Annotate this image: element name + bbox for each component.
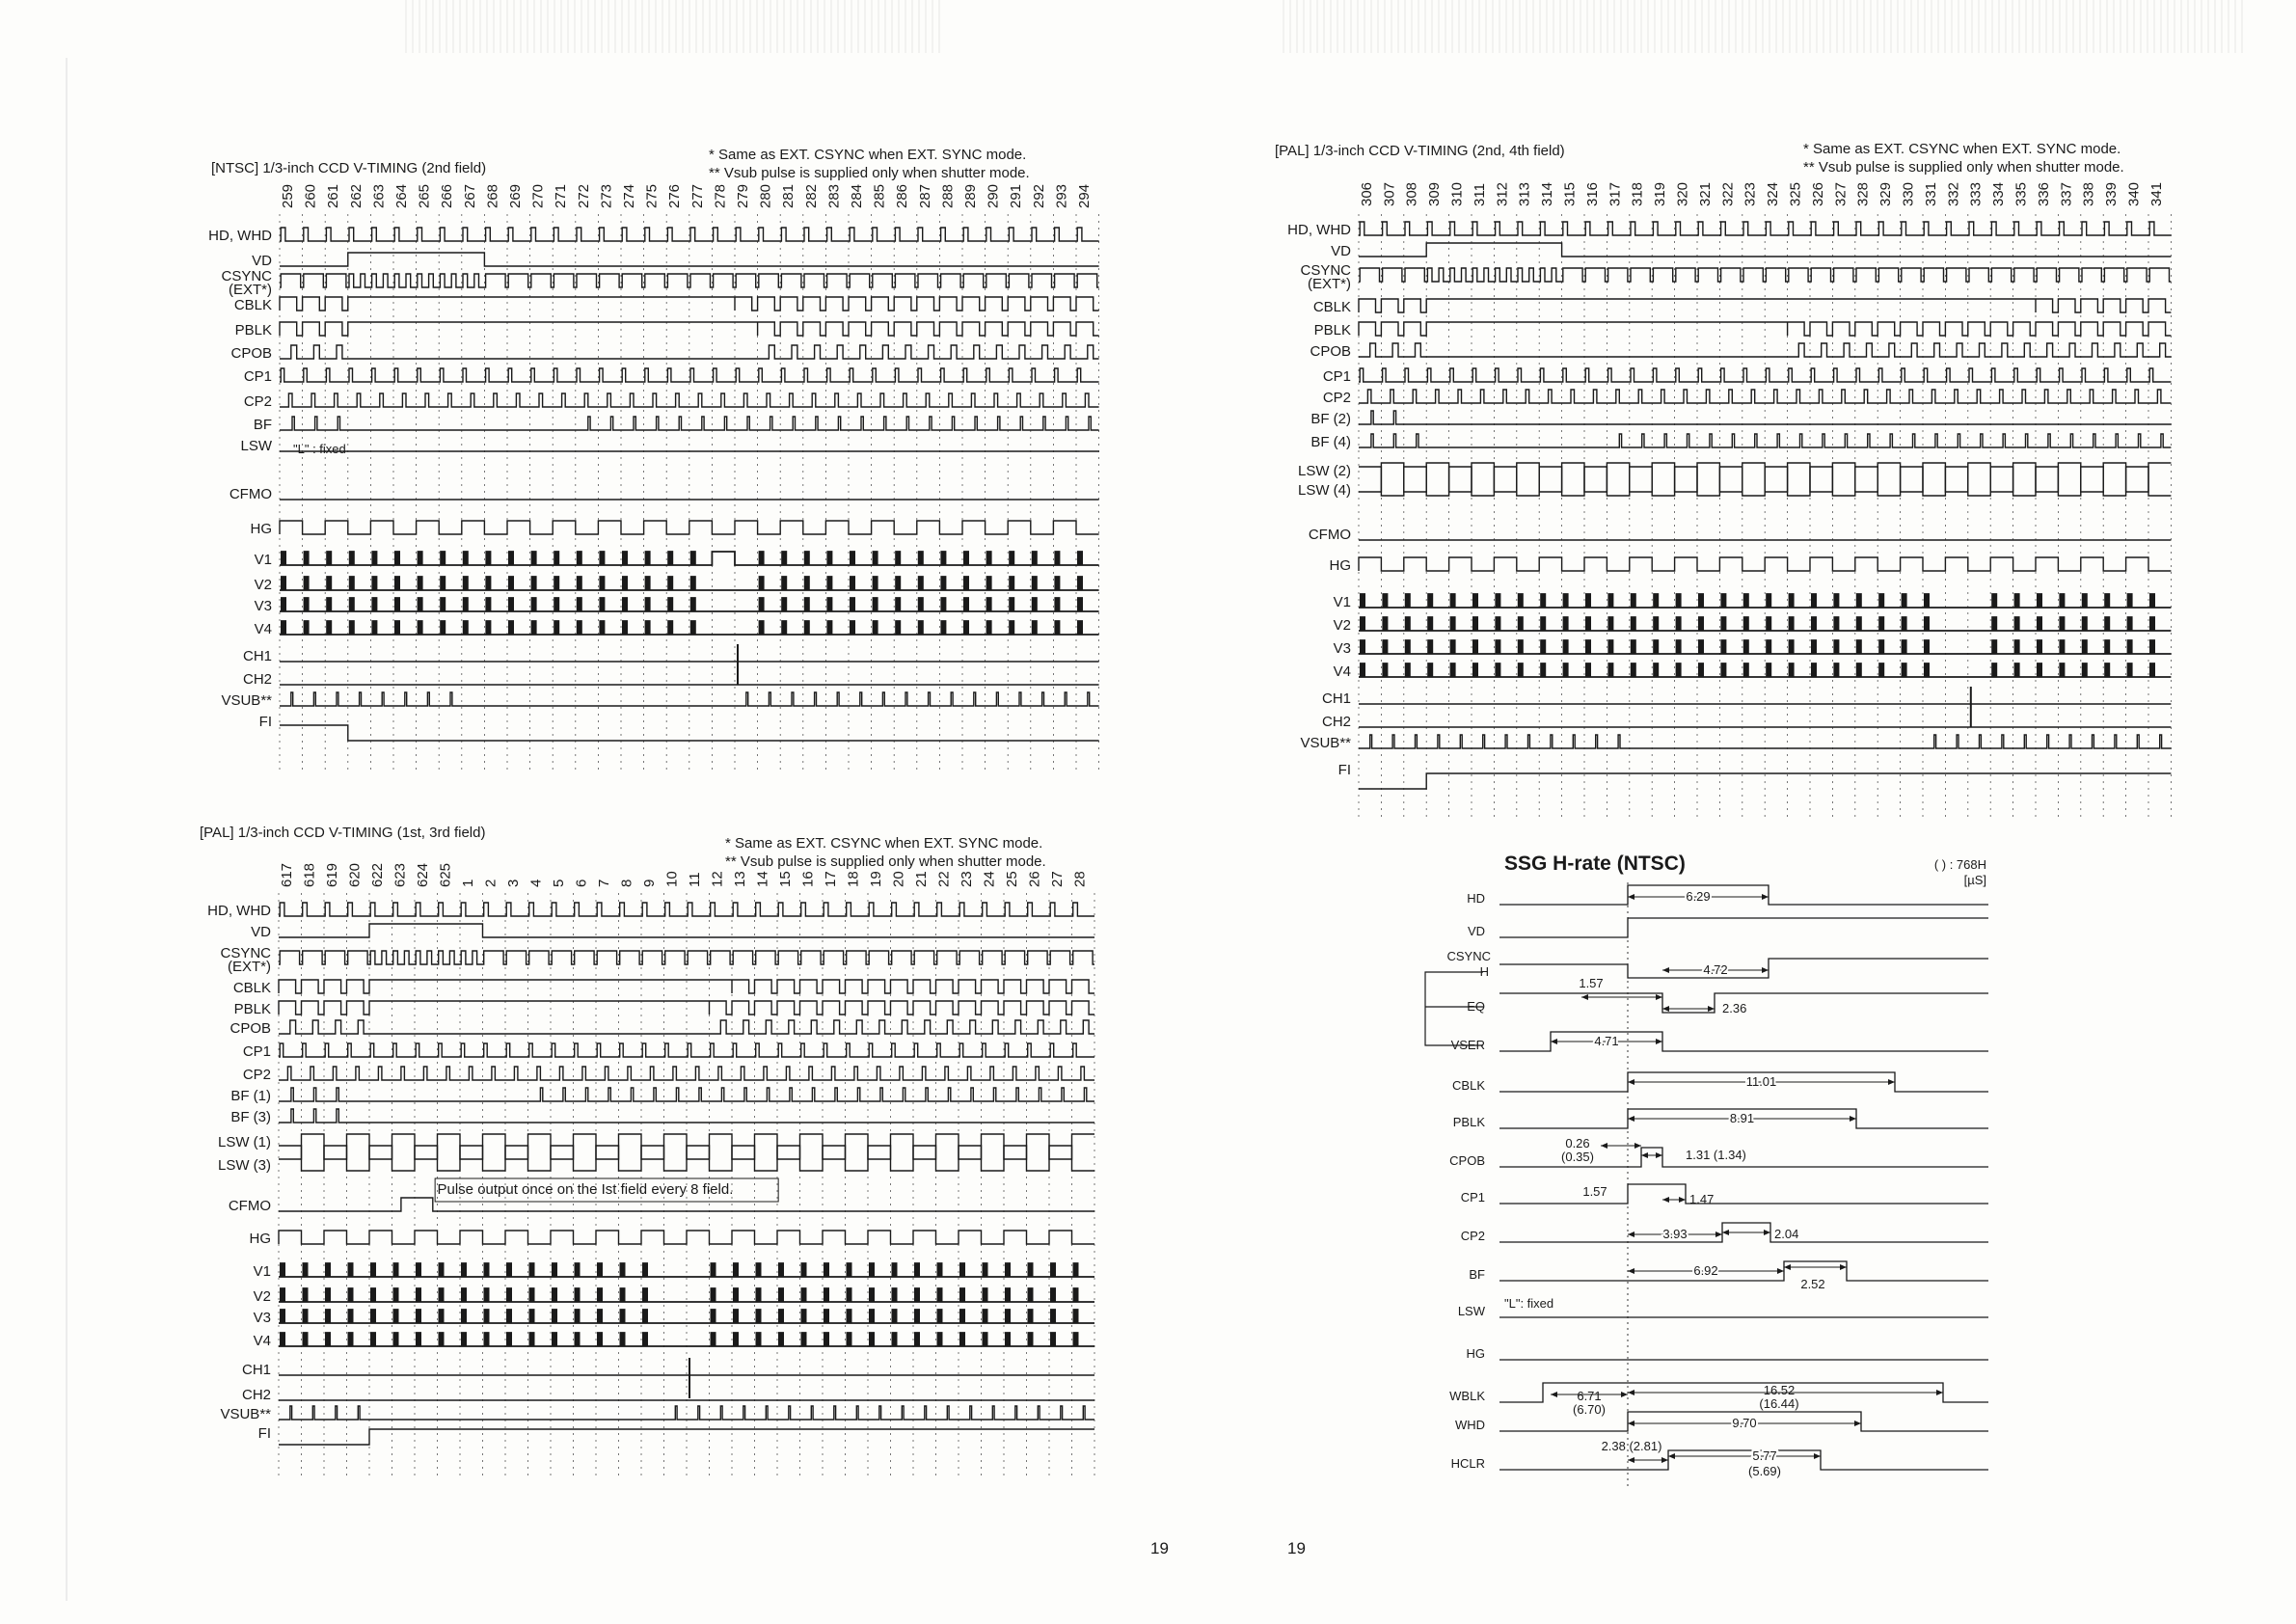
v4-label: V4 (253, 1333, 271, 1349)
line-number-267: 267 (461, 183, 478, 208)
cp2-label: CP2 (1322, 390, 1351, 406)
line-number-5: 5 (550, 879, 567, 887)
hg-label: HG (250, 521, 272, 537)
line-number-269: 269 (506, 183, 524, 208)
v2-label: V2 (1333, 617, 1351, 634)
line-number-340: 340 (2125, 181, 2143, 206)
lsw-4-label: LSW (4) (1297, 482, 1351, 499)
pblk-label: PBLK (1452, 1115, 1485, 1129)
line-number-333: 333 (1967, 181, 1985, 206)
line-number-332: 332 (1945, 181, 1962, 206)
lsw-fixed-value: "L": fixed (1504, 1296, 1554, 1311)
line-number-21: 21 (912, 871, 930, 887)
vsub-label: VSUB** (221, 692, 272, 709)
line-number-618: 618 (301, 862, 318, 887)
hclr-value: 5.77 (1752, 1448, 1777, 1463)
line-number-6: 6 (573, 879, 590, 887)
csync-ext-label: (EXT*) (229, 282, 272, 298)
line-number-259: 259 (279, 183, 296, 208)
fi-label: FI (258, 714, 272, 730)
line-number-11: 11 (686, 872, 703, 887)
v2-label: V2 (254, 577, 272, 593)
cpob-label: CPOB (230, 345, 272, 362)
line-number-339: 339 (2103, 181, 2120, 206)
hg-label: HG (1466, 1346, 1485, 1361)
ntsc-ext-sync-note: * Same as EXT. CSYNC when EXT. SYNC mode. (709, 147, 1027, 163)
pal24-vsub-note: ** Vsub pulse is supplied only when shutter mode. (1803, 159, 2124, 176)
lsw-label: LSW (240, 438, 272, 454)
cp1-waveform (1499, 1184, 1988, 1204)
h-label: H (1479, 964, 1489, 979)
line-number-260: 260 (302, 183, 319, 208)
line-number-338: 338 (2080, 181, 2097, 206)
cblk-label: CBLK (233, 297, 272, 313)
line-number-1: 1 (459, 879, 476, 887)
wblk-768-value: (16.44) (1759, 1396, 1799, 1411)
bf-3-label: BF (3) (230, 1109, 271, 1125)
cpob-value: 1.31 (1.34) (1686, 1148, 1746, 1162)
line-number-264: 264 (392, 183, 410, 208)
eq-label: EQ (1467, 999, 1485, 1014)
bf-value: 2.52 (1800, 1277, 1825, 1291)
bf-2-label: BF (2) (1310, 411, 1351, 427)
bf-label: BF (253, 417, 272, 433)
ntsc-vsub-note: ** Vsub pulse is supplied only when shutter mode. (709, 165, 1030, 181)
bf-1-label: BF (1) (230, 1088, 271, 1104)
line-number-13: 13 (731, 871, 748, 887)
line-number-326: 326 (1809, 181, 1826, 206)
eq-value: 2.36 (1722, 1001, 1747, 1015)
line-number-2: 2 (482, 879, 500, 887)
pal13-vsub-note: ** Vsub pulse is supplied only when shutter mode. (725, 853, 1046, 870)
line-number-279: 279 (734, 183, 751, 208)
bf-4-label: BF (4) (1310, 434, 1351, 450)
line-number-27: 27 (1048, 871, 1066, 887)
line-number-286: 286 (894, 183, 911, 208)
line-number-319: 319 (1652, 181, 1669, 206)
line-number-624: 624 (414, 862, 431, 887)
vser-value: 4.71 (1594, 1034, 1619, 1048)
v4-label: V4 (1333, 663, 1351, 680)
line-number-619: 619 (323, 862, 340, 887)
line-number-317: 317 (1607, 181, 1624, 206)
cblk-label: CBLK (232, 980, 271, 996)
line-number-331: 331 (1922, 181, 1939, 206)
line-number-293: 293 (1053, 183, 1070, 208)
whd-value: 9.70 (1732, 1416, 1757, 1430)
cfmo-label: CFMO (229, 486, 272, 502)
line-number-8: 8 (618, 879, 635, 887)
v1-label: V1 (1333, 594, 1351, 610)
line-number-318: 318 (1629, 181, 1646, 206)
vd-label: VD (1331, 243, 1351, 259)
v2-label: V2 (253, 1288, 271, 1305)
line-number-292: 292 (1030, 183, 1047, 208)
lsw-3-label: LSW (3) (217, 1157, 271, 1174)
line-number-274: 274 (620, 183, 637, 208)
ch1-label: CH1 (242, 648, 272, 664)
ch1-label: CH1 (1321, 690, 1351, 707)
line-number-315: 315 (1561, 181, 1579, 206)
line-number-271: 271 (553, 183, 570, 208)
lsw-2-label: LSW (2) (1297, 463, 1351, 479)
cpob-pre-768-value: (0.35) (1561, 1150, 1594, 1164)
line-number-275: 275 (643, 183, 661, 208)
vd-label: VD (252, 253, 272, 269)
line-number-311: 311 (1471, 183, 1488, 206)
v1-label: V1 (254, 552, 272, 568)
cfmo-label: CFMO (1308, 527, 1351, 543)
line-number-3: 3 (504, 879, 522, 887)
line-number-622: 622 (368, 862, 386, 887)
cp2-label: CP2 (1460, 1229, 1485, 1243)
line-number-312: 312 (1494, 181, 1511, 206)
line-number-291: 291 (1008, 183, 1025, 208)
line-number-289: 289 (961, 183, 979, 208)
line-number-294: 294 (1075, 183, 1093, 208)
line-number-334: 334 (1990, 181, 2008, 206)
wblk-label: WBLK (1449, 1389, 1485, 1403)
line-number-337: 337 (2058, 181, 2075, 206)
line-number-290: 290 (985, 183, 1002, 208)
line-number-18: 18 (845, 871, 862, 887)
line-number-335: 335 (2012, 181, 2030, 206)
hclr-pre-value: 2.38 (2.81) (1601, 1439, 1662, 1453)
csync-ext-label: CSYNC (221, 268, 272, 284)
cfmo-pulse-note: Pulse output once on the Ist field every 8 field. (437, 1181, 734, 1198)
pblk-label: PBLK (1313, 322, 1351, 338)
wblk-pre-768-value: (6.70) (1573, 1402, 1606, 1417)
line-number-28: 28 (1071, 871, 1089, 887)
cfmo-label: CFMO (228, 1198, 271, 1214)
v3-label: V3 (253, 1310, 271, 1326)
pre-eq-value: 1.57 (1579, 976, 1604, 990)
cblk-label: CBLK (1452, 1078, 1485, 1093)
line-number-265: 265 (416, 183, 433, 208)
pblk-value: 8.91 (1729, 1111, 1755, 1125)
line-number-287: 287 (916, 183, 933, 208)
line-number-15: 15 (776, 871, 794, 887)
page-number-left: 19 (1150, 1539, 1169, 1557)
line-number-283: 283 (825, 183, 843, 208)
line-number-288: 288 (939, 183, 957, 208)
v1-label: V1 (253, 1263, 271, 1280)
line-number-268: 268 (484, 183, 501, 208)
line-number-329: 329 (1877, 181, 1895, 206)
ch2-label: CH2 (241, 1387, 271, 1403)
vd-waveform (1499, 918, 1988, 937)
line-number-280: 280 (757, 183, 774, 208)
line-number-261: 261 (325, 183, 342, 208)
line-number-10: 10 (663, 871, 681, 887)
hd-label: HD (1467, 891, 1485, 906)
wblk-pre-value: 6.71 (1577, 1389, 1602, 1403)
line-number-17: 17 (822, 871, 839, 887)
hd-whd-label: HD, WHD (208, 228, 272, 244)
csync-h-value: 4.72 (1703, 962, 1728, 977)
line-number-7: 7 (595, 879, 612, 887)
line-number-321: 321 (1696, 181, 1714, 206)
line-number-323: 323 (1742, 181, 1759, 206)
line-number-4: 4 (527, 879, 545, 887)
csync-ext-label: (EXT*) (1308, 276, 1351, 292)
line-number-281: 281 (780, 183, 797, 208)
line-number-336: 336 (2035, 181, 2052, 206)
cpob-label: CPOB (1310, 343, 1351, 360)
line-number-273: 273 (598, 183, 615, 208)
line-number-282: 282 (802, 183, 820, 208)
line-number-12: 12 (709, 871, 726, 887)
line-number-306: 306 (1358, 181, 1375, 206)
line-number-22: 22 (935, 871, 953, 887)
bf-pre-value: 6.92 (1693, 1263, 1718, 1278)
ntsc-v-timing-title: [NTSC] 1/3-inch CCD V-TIMING (2nd field) (211, 160, 487, 176)
lsw-fixed-note: "L" : fixed (293, 442, 346, 456)
line-number-316: 316 (1583, 181, 1601, 206)
csync-ext-label: CSYNC (220, 945, 271, 961)
line-number-285: 285 (871, 183, 888, 208)
line-number-277: 277 (689, 183, 706, 208)
vd-label: VD (1467, 924, 1485, 938)
line-number-617: 617 (278, 862, 295, 887)
line-number-327: 327 (1832, 181, 1850, 206)
hg-label: HG (1329, 557, 1351, 574)
wblk-value: 16.52 (1763, 1383, 1796, 1397)
cp1-label: CP1 (1322, 368, 1351, 385)
line-number-330: 330 (1900, 181, 1917, 206)
page-number-right: 19 (1287, 1539, 1306, 1557)
line-number-309: 309 (1426, 181, 1444, 206)
line-number-620: 620 (346, 862, 364, 887)
cblk-value: 11.01 (1745, 1074, 1777, 1089)
hclr-label: HCLR (1450, 1456, 1485, 1471)
whd-label: WHD (1454, 1418, 1485, 1432)
v4-label: V4 (254, 621, 272, 637)
pal13-ext-sync-note: * Same as EXT. CSYNC when EXT. SYNC mode. (725, 835, 1043, 852)
line-number-328: 328 (1854, 181, 1872, 206)
line-number-266: 266 (439, 183, 456, 208)
cblk-label: CBLK (1312, 299, 1351, 315)
vser-label: VSER (1450, 1038, 1485, 1052)
hd-whd-label: HD, WHD (1287, 222, 1351, 238)
pblk-label: PBLK (233, 1001, 271, 1017)
h-waveform (1499, 959, 1988, 978)
vsub-label: VSUB** (220, 1406, 271, 1422)
line-number-320: 320 (1674, 181, 1691, 206)
ch1-label: CH1 (241, 1362, 271, 1378)
unit-768h-note: ( ) : 768H (1933, 857, 1986, 872)
pal13-v-timing-title: [PAL] 1/3-inch CCD V-TIMING (1st, 3rd field) (200, 825, 486, 841)
line-number-310: 310 (1448, 181, 1466, 206)
cp1-value: 1.47 (1689, 1192, 1715, 1206)
v3-label: V3 (1333, 640, 1351, 657)
hclr-waveform (1499, 1450, 1988, 1470)
line-number-24: 24 (981, 871, 998, 887)
line-number-270: 270 (529, 183, 547, 208)
line-number-313: 313 (1516, 181, 1533, 206)
line-number-308: 308 (1403, 181, 1420, 206)
csync-label: CSYNC (1446, 949, 1491, 963)
cpob-pre-value: 0.26 (1565, 1136, 1590, 1150)
line-number-276: 276 (666, 183, 684, 208)
line-number-623: 623 (392, 862, 409, 887)
line-number-26: 26 (1026, 871, 1043, 887)
bf-label: BF (1469, 1267, 1485, 1282)
cp2-pre-value: 3.93 (1662, 1227, 1688, 1241)
line-number-314: 314 (1539, 181, 1556, 206)
fi-label: FI (257, 1425, 271, 1442)
pal24-ext-sync-note: * Same as EXT. CSYNC when EXT. SYNC mode. (1803, 141, 2121, 157)
vsub-label: VSUB** (1300, 735, 1351, 751)
line-number-272: 272 (575, 183, 592, 208)
line-number-25: 25 (1003, 871, 1020, 887)
ssg-h-rate-title: SSG H-rate (NTSC) (1504, 853, 1686, 875)
hd-whd-label: HD, WHD (207, 903, 271, 919)
csync-ext-label: CSYNC (1300, 262, 1351, 279)
cp1-label: CP1 (1460, 1190, 1485, 1204)
line-number-278: 278 (712, 183, 729, 208)
line-number-262: 262 (347, 183, 365, 208)
line-number-19: 19 (867, 871, 884, 887)
line-number-16: 16 (799, 871, 817, 887)
pal24-v-timing-title: [PAL] 1/3-inch CCD V-TIMING (2nd, 4th field) (1275, 143, 1565, 159)
csync-ext-label: (EXT*) (228, 959, 271, 975)
cp2-label: CP2 (243, 393, 272, 410)
line-number-625: 625 (437, 862, 454, 887)
cp1-label: CP1 (242, 1043, 271, 1060)
v3-label: V3 (254, 598, 272, 614)
pblk-label: PBLK (234, 322, 272, 338)
fi-label: FI (1337, 762, 1351, 778)
line-number-325: 325 (1787, 181, 1804, 206)
cpob-label: CPOB (1449, 1153, 1485, 1168)
hclr-768-value: (5.69) (1748, 1464, 1781, 1478)
line-number-9: 9 (640, 879, 658, 887)
line-number-307: 307 (1381, 181, 1398, 206)
line-number-341: 341 (2147, 181, 2165, 206)
line-number-14: 14 (754, 871, 771, 887)
cp2-label: CP2 (242, 1067, 271, 1083)
hd-waveform (1499, 885, 1988, 905)
line-number-322: 322 (1719, 181, 1737, 206)
cp1-pre-value: 1.57 (1582, 1184, 1607, 1199)
cpob-label: CPOB (230, 1020, 271, 1037)
ch2-label: CH2 (1321, 714, 1351, 730)
line-number-324: 324 (1765, 181, 1782, 206)
cp1-label: CP1 (243, 368, 272, 385)
unit-microsecond: [µS] (1963, 873, 1986, 887)
line-number-20: 20 (890, 871, 907, 887)
line-number-23: 23 (958, 871, 975, 887)
hg-label: HG (249, 1231, 271, 1247)
line-number-263: 263 (370, 183, 388, 208)
cp2-value: 2.04 (1774, 1227, 1799, 1241)
ch2-label: CH2 (242, 671, 272, 688)
line-number-284: 284 (848, 183, 865, 208)
hd-value: 6.29 (1686, 889, 1711, 904)
vd-label: VD (251, 924, 271, 940)
lsw-label: LSW (1457, 1304, 1485, 1318)
lsw-1-label: LSW (1) (217, 1134, 271, 1150)
